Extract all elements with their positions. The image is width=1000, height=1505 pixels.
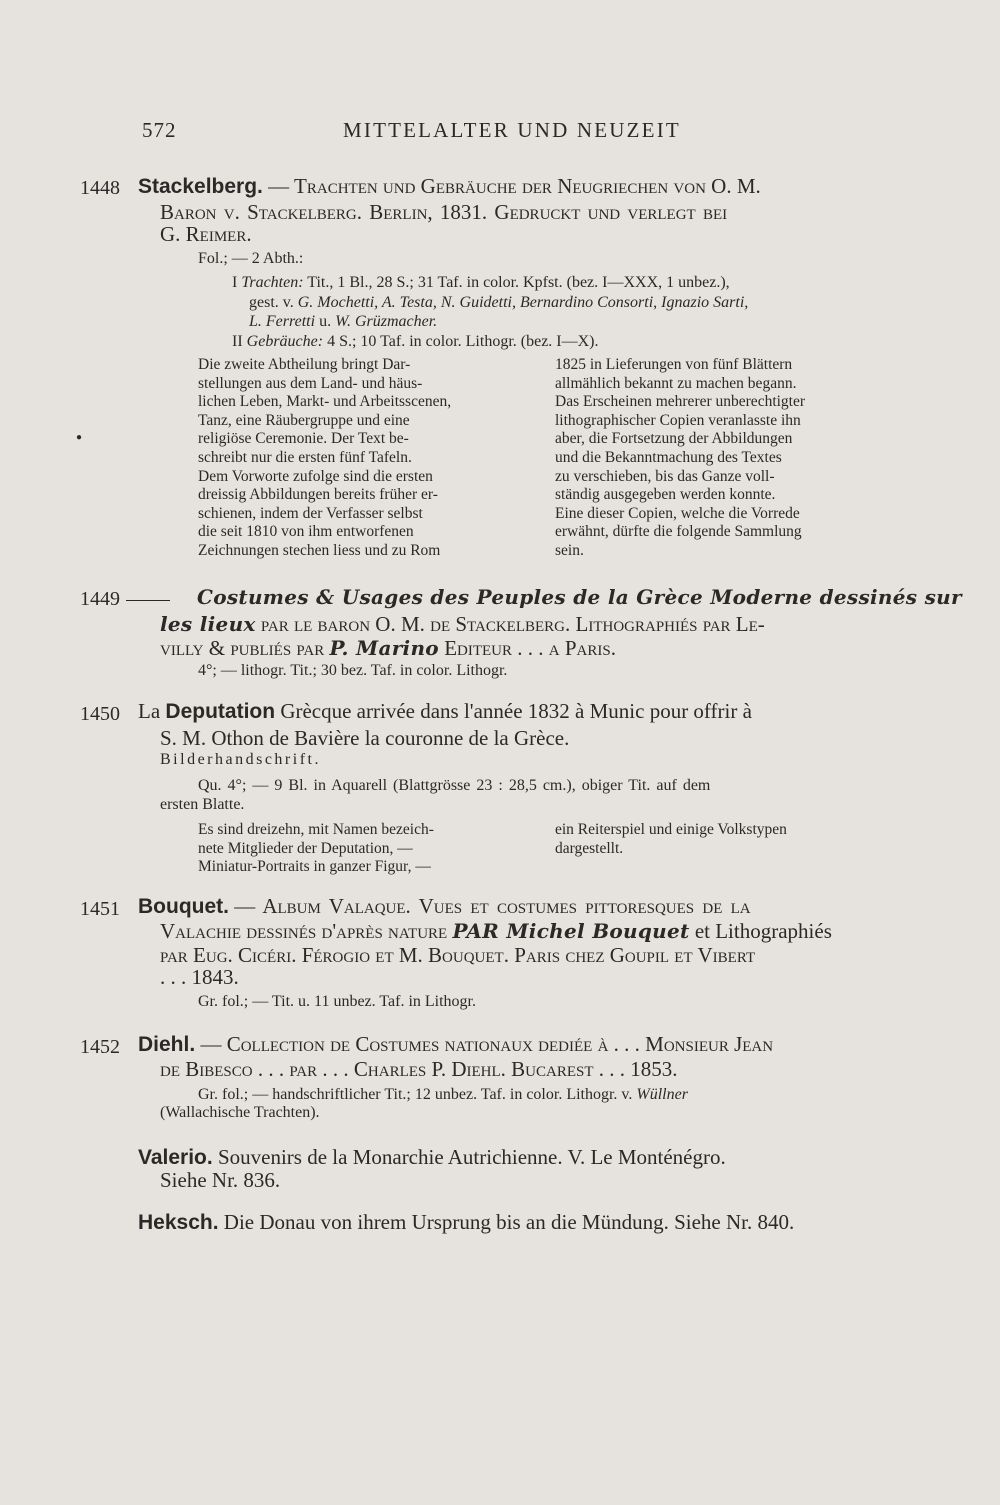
entry-format: Qu. 4°; — 9 Bl. in Aquarell (Blattgrösse 23 : 28,5 cm.), obiger Tit. auf dem: [198, 777, 711, 794]
commentary-line: Tanz, eine Räubergruppe und eine: [198, 411, 410, 429]
commentary-line: Miniatur-Portraits in ganzer Figur, —: [198, 858, 431, 876]
entry-title-line: S. M. Othon de Bavière la couronne de la Grèce.: [160, 726, 570, 750]
entry-title-line: par Eug. Cicéri. Férogio et M. Bouquet. Paris chez Goupil et Vibert: [160, 943, 756, 967]
commentary-line: Dem Vorworte zufolge sind die ersten: [198, 467, 433, 485]
ditto-rule: [126, 600, 170, 602]
part-name: Gebräuche:: [246, 333, 324, 350]
entry-title-line: G. Reimer.: [160, 222, 252, 246]
entry-title-line: Baron v. Stackelberg. Berlin, 1831. Gedruckt und verlegt bei: [160, 200, 728, 224]
entry-author: Bouquet.: [138, 895, 229, 918]
commentary-left-column: [198, 821, 434, 877]
commentary-line: zu verschieben, bis das Ganze voll-: [555, 467, 775, 485]
commentary-line: Eine dieser Copien, welche die Vorrede: [555, 504, 800, 522]
commentary-line: Das Erscheinen mehrerer unberechtigter: [555, 393, 806, 411]
entry-title: Grècque arrivée dans l'année 1832 à Munic pour offrir à: [275, 699, 752, 723]
commentary-right-column: [555, 356, 895, 561]
commentary-line: 1825 in Lieferungen von fünf Blättern: [555, 356, 793, 373]
artist-name: PAR Michel Bouquet: [452, 919, 690, 943]
entry-author: Heksch.: [138, 1211, 219, 1234]
engravers: W. Grüzmacher.: [335, 313, 438, 330]
commentary-line: stellungen aus dem Land- und häus-: [198, 374, 423, 392]
entry-author: Valerio.: [138, 1146, 213, 1169]
lithographer-name: Wüllner: [636, 1086, 688, 1103]
cross-reference: Siehe Nr. 836.: [160, 1168, 281, 1192]
running-title: MITTELALTER UND NEUZEIT: [343, 118, 681, 142]
entry-title-line: [160, 612, 765, 637]
entry-title: par le baron O. M. de Stackelberg. Lithographiés par Le-: [255, 612, 765, 636]
entry-title: Costumes & Usages des Peuples de la Grèce Moderne dessinés sur: [197, 585, 962, 609]
commentary-left-column: [198, 356, 528, 561]
commentary-line: dreissig Abbildungen bereits früher er-: [198, 486, 438, 504]
commentary-line: nete Mitglieder der Deputation, —: [198, 839, 413, 857]
entry-heading-line: [138, 174, 761, 199]
entry-number: 1451: [80, 898, 120, 920]
entry-title-line: [160, 636, 616, 661]
entry-number: 1450: [80, 703, 120, 725]
commentary-line: religiöse Ceremonie. Der Text be-: [198, 430, 409, 448]
commentary-line: erwähnt, dürfte die folgende Sammlung: [555, 523, 802, 541]
format-text: Gr. fol.; — handschriftlicher Tit.; 12 unbez. Taf. in color. Lithogr. v.: [198, 1086, 637, 1103]
entry-author: Deputation: [165, 700, 276, 723]
entry-heading-line: [138, 1032, 773, 1057]
part-label: I: [232, 274, 242, 291]
entry-format: ersten Blatte.: [160, 796, 245, 813]
part-desc: 4 S.; 10 Taf. in color. Lithogr. (bez. I—X).: [323, 333, 599, 350]
entry-format: [198, 1086, 688, 1104]
entry-title: La: [138, 699, 166, 723]
commentary-line: die seit 1810 von ihm entworfenen: [198, 523, 414, 541]
part-desc: gest. v.: [249, 294, 298, 311]
entry-title: villy & publiés par: [160, 636, 330, 660]
entry-number-text: 1449: [80, 588, 120, 610]
entry-format: Gr. fol.; — Tit. u. 11 unbez. Taf. in Lithogr.: [198, 993, 476, 1010]
part-name: Trachten:: [241, 274, 304, 291]
commentary-line: sein.: [555, 541, 584, 559]
publisher-name: P. Marino: [329, 636, 439, 660]
commentary-line: Es sind dreizehn, mit Namen bezeich-: [198, 821, 434, 838]
entry-part-line: [249, 294, 748, 312]
entry-title: — Album Valaque. Vues et costumes pittoresques de la: [234, 894, 751, 918]
entry-format: (Wallachische Trachten).: [160, 1104, 320, 1121]
entry-part-line: [232, 333, 599, 351]
commentary-line: schreibt nur die ersten fünf Tafeln.: [198, 448, 412, 466]
entry-title: Souvenirs de la Monarchie Autrichienne. V. Le Monténégro.: [212, 1145, 726, 1169]
entry-number: [80, 588, 178, 611]
engravers: L. Ferretti: [249, 313, 316, 330]
entry-heading-line: [138, 1210, 794, 1235]
entry-heading-line: [138, 894, 751, 919]
commentary-line: Die zweite Abtheilung bringt Dar-: [198, 356, 411, 373]
entry-part-line: [249, 313, 437, 331]
entry-number: 1452: [80, 1036, 120, 1058]
commentary-line: und die Bekanntmachung des Textes: [555, 448, 782, 466]
part-label: II: [232, 333, 247, 350]
commentary-line: lichen Leben, Markt- und Arbeitsscenen,: [198, 393, 452, 411]
entry-title-line: [160, 919, 832, 944]
page-number: 572: [142, 118, 177, 142]
part-desc: u.: [315, 313, 336, 330]
entry-title: Valachie dessinés d'après nature: [160, 919, 453, 943]
entry-title: Editeur . . . a Paris.: [438, 636, 616, 660]
commentary-right-column: [555, 821, 787, 858]
entry-heading-line: [138, 1145, 726, 1170]
commentary-line: schienen, indem der Verfasser selbst: [198, 504, 423, 522]
entry-note: Bilderhandschrift.: [160, 751, 321, 768]
entry-number: 1448: [80, 177, 120, 199]
commentary-line: aber, die Fortsetzung der Abbildungen: [555, 430, 793, 448]
entry-author: Stackelberg.: [138, 175, 263, 198]
commentary-line: ständig ausgegeben werden konnte.: [555, 486, 776, 504]
commentary-line: Zeichnungen stechen liess und zu Rom: [198, 541, 441, 559]
entry-heading-line: [138, 699, 752, 724]
entry-part-line: [232, 274, 730, 292]
commentary-line: lithographischer Copien veranlasste ihn: [555, 411, 801, 429]
entry-title: — Trachten und Gebräuche der Neugriechen von O. M.: [268, 174, 761, 198]
entry-title-line: de Bibesco . . . par . . . Charles P. Diehl. Bucarest . . . 1853.: [160, 1057, 678, 1081]
entry-title: et Lithographiés: [689, 919, 832, 943]
commentary-line: allmählich bekannt zu machen begann.: [555, 374, 797, 392]
part-desc: Tit., 1 Bl., 28 S.; 31 Taf. in color. Kpfst. (bez. I—XXX, 1 unbez.),: [303, 274, 730, 291]
commentary-line: ein Reiterspiel und einige Volkstypen: [555, 821, 787, 838]
margin-mark: ●: [76, 432, 83, 443]
entry-title: — Collection de Costumes nationaux dediée à . . . Monsieur Jean: [200, 1032, 774, 1056]
entry-author: Diehl.: [138, 1033, 196, 1056]
entry-title-line: . . . 1843.: [160, 965, 239, 989]
entry-format: 4°; — lithogr. Tit.; 30 bez. Taf. in color. Lithogr.: [198, 662, 508, 679]
entry-format: Fol.; — 2 Abth.:: [198, 250, 304, 267]
entry-title: les lieux: [160, 612, 256, 636]
engravers: G. Mochetti, A. Testa, N. Guidetti, Bernardino Consorti, Ignazio Sarti,: [297, 294, 749, 311]
entry-title: Die Donau von ihrem Ursprung bis an die Mündung. Siehe Nr. 840.: [218, 1210, 795, 1234]
commentary-line: dargestellt.: [555, 839, 624, 857]
